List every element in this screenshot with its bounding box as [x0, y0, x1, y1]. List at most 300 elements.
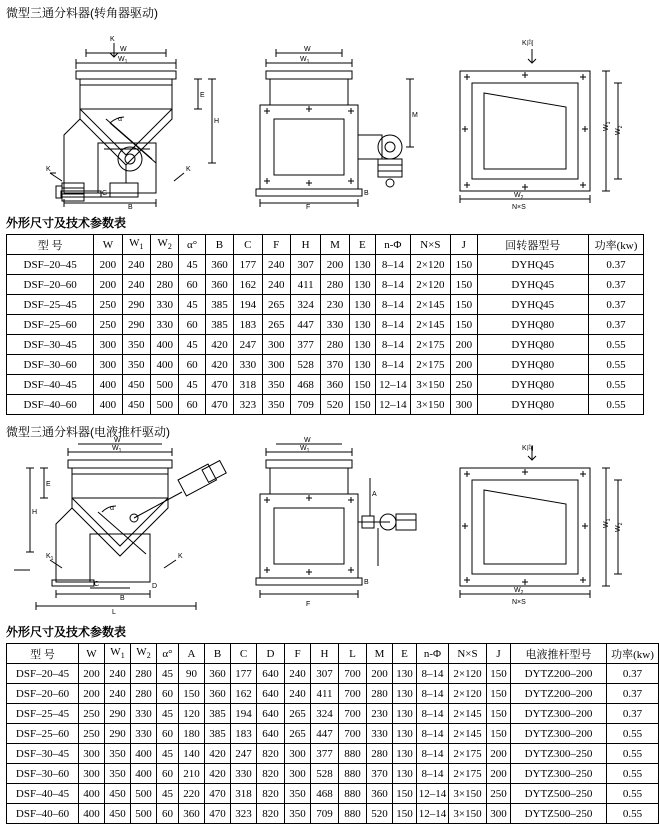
table-cell: 400 — [131, 764, 157, 784]
cell-model: DSF–25–45 — [7, 295, 94, 315]
table-cell: 420 — [205, 355, 233, 375]
drawing-side-view-2 — [238, 437, 428, 627]
table-cell: 0.55 — [607, 784, 659, 804]
table-cell: 130 — [349, 295, 375, 315]
table-cell: DYHQ45 — [477, 295, 589, 315]
table-cell: 350 — [105, 744, 131, 764]
table-cell: 230 — [321, 295, 349, 315]
table-cell: 0.37 — [589, 255, 644, 275]
table-cell: 250 — [487, 784, 511, 804]
th-b: B — [205, 644, 231, 664]
th-model: 型 号 — [7, 644, 79, 664]
table-cell: 2×145 — [449, 704, 487, 724]
table-cell: 177 — [234, 255, 262, 275]
table-cell: 330 — [321, 315, 349, 335]
table-cell: 240 — [262, 255, 290, 275]
table-cell: DYTZ500–250 — [511, 784, 607, 804]
table-cell: 640 — [257, 664, 285, 684]
svg-text:K: K — [178, 553, 183, 560]
svg-text:B: B — [120, 595, 125, 602]
section-1-table-title: 外形尺寸及技术参数表 — [6, 216, 127, 230]
svg-text:A: A — [372, 491, 377, 498]
table-cell: 0.55 — [607, 744, 659, 764]
svg-text:W: W — [120, 46, 127, 53]
svg-text:K1: $K_1$ — [46, 553, 54, 562]
table-cell: 247 — [234, 335, 262, 355]
table-cell: 520 — [321, 395, 349, 415]
table-cell: 0.37 — [589, 315, 644, 335]
table-cell: 120 — [179, 704, 205, 724]
table-cell: 2×120 — [410, 275, 451, 295]
table-cell: 470 — [205, 395, 233, 415]
table-cell: 0.55 — [589, 395, 644, 415]
table-cell: 200 — [487, 764, 511, 784]
table-cell: 330 — [231, 764, 257, 784]
drawing-front-view-1 — [6, 23, 231, 211]
table-cell: 280 — [131, 664, 157, 684]
table-cell: 200 — [94, 275, 122, 295]
table-cell: 290 — [105, 704, 131, 724]
table-cell: 820 — [257, 764, 285, 784]
table-cell: DYHQ45 — [477, 275, 589, 295]
table-cell: 130 — [393, 764, 417, 784]
table-cell: 130 — [349, 335, 375, 355]
table-cell: 8–14 — [417, 724, 449, 744]
cell-model: DSF–30–45 — [7, 744, 79, 764]
table-cell: 0.55 — [589, 375, 644, 395]
table-cell: 300 — [262, 335, 290, 355]
table-cell: 385 — [205, 724, 231, 744]
section-2-title: 微型三通分料器(电液推杆驱动) — [6, 425, 170, 439]
table-cell: 183 — [234, 315, 262, 335]
table-cell: 265 — [262, 295, 290, 315]
table-cell: 330 — [151, 295, 179, 315]
table-cell: 330 — [131, 724, 157, 744]
table-cell: 700 — [339, 664, 367, 684]
table-cell: 400 — [79, 804, 105, 824]
cell-model: DSF–20–60 — [7, 275, 94, 295]
table-cell: 470 — [205, 375, 233, 395]
table-cell: 12–14 — [376, 395, 410, 415]
table-cell: 60 — [157, 684, 179, 704]
table-cell: 280 — [151, 255, 179, 275]
table-cell: 180 — [179, 724, 205, 744]
table-cell: 150 — [487, 684, 511, 704]
svg-text:H: H — [214, 118, 220, 125]
table-row — [7, 295, 644, 315]
table-cell: 240 — [122, 275, 150, 295]
table-cell: DYHQ80 — [477, 315, 589, 335]
table-cell: 8–14 — [417, 684, 449, 704]
table-cell: 360 — [367, 784, 393, 804]
table-cell: 90 — [179, 664, 205, 684]
table-row — [7, 335, 644, 355]
svg-text:W2: $W_2$ — [514, 192, 524, 201]
table-cell: 377 — [311, 744, 339, 764]
svg-text:C: C — [102, 190, 108, 197]
section-1-drawings — [6, 23, 644, 211]
table-cell: 350 — [262, 395, 290, 415]
table-cell: 250 — [79, 704, 105, 724]
table-cell: 400 — [94, 375, 122, 395]
th-d: D — [257, 644, 285, 664]
table-cell: 265 — [262, 315, 290, 335]
table-cell: 370 — [321, 355, 349, 375]
table-cell: 400 — [131, 744, 157, 764]
th-m: M — [367, 644, 393, 664]
table-cell: 0.37 — [607, 704, 659, 724]
table-cell: 330 — [367, 724, 393, 744]
th-w: W — [79, 644, 105, 664]
table-cell: 162 — [231, 684, 257, 704]
table-cell: 2×175 — [410, 355, 451, 375]
th-drive-model: 回转器型号 — [477, 235, 589, 255]
table-cell: 880 — [339, 744, 367, 764]
table-cell: 250 — [94, 295, 122, 315]
th-n-phi: n-Φ — [376, 235, 410, 255]
table-cell: 150 — [451, 275, 477, 295]
svg-text:W2: $W_2$ — [615, 522, 624, 532]
table-cell: 360 — [205, 255, 233, 275]
table-cell: 420 — [205, 764, 231, 784]
table-cell: 350 — [105, 764, 131, 784]
table-cell: 200 — [79, 684, 105, 704]
table-cell: 12–14 — [376, 375, 410, 395]
svg-text:E: E — [46, 481, 51, 488]
table-cell: 45 — [179, 335, 205, 355]
table-cell: 500 — [131, 784, 157, 804]
table-cell: 2×145 — [410, 315, 451, 335]
svg-text:W1: $W_1$ — [300, 445, 310, 454]
table-cell: 307 — [311, 664, 339, 684]
table-cell: 528 — [290, 355, 320, 375]
svg-text:W: W — [304, 46, 311, 53]
svg-text:W2: $W_2$ — [615, 125, 624, 135]
table-cell: 8–14 — [417, 764, 449, 784]
table-row — [7, 744, 659, 764]
table-cell: 0.55 — [589, 355, 644, 375]
cell-model: DSF–40–60 — [7, 804, 79, 824]
svg-text:C: C — [94, 581, 100, 588]
table-cell: DYTZ300–200 — [511, 724, 607, 744]
table-header-row — [7, 644, 659, 664]
svg-text:B: B — [364, 579, 369, 586]
svg-text:K: K — [186, 166, 191, 173]
table-cell: 8–14 — [376, 295, 410, 315]
table-cell: 520 — [367, 804, 393, 824]
table-cell: 300 — [79, 764, 105, 784]
cell-model: DSF–30–60 — [7, 764, 79, 784]
table-cell: 400 — [151, 335, 179, 355]
table-cell: 60 — [179, 315, 205, 335]
table-cell: 247 — [231, 744, 257, 764]
table-cell: 45 — [157, 704, 179, 724]
table-cell: 820 — [257, 744, 285, 764]
table-cell: 350 — [262, 375, 290, 395]
table-cell: DYHQ80 — [477, 335, 589, 355]
table-cell: 150 — [451, 255, 477, 275]
th-m: M — [321, 235, 349, 255]
th-e: E — [393, 644, 417, 664]
table-cell: 130 — [393, 704, 417, 724]
svg-text:K向: K向 — [522, 40, 534, 47]
table-cell: 194 — [234, 295, 262, 315]
table-cell: 700 — [339, 684, 367, 704]
th-model: 型 号 — [7, 235, 94, 255]
table-cell: 880 — [339, 784, 367, 804]
table-cell: 150 — [349, 375, 375, 395]
table-cell: 0.55 — [607, 804, 659, 824]
table-cell: 385 — [205, 315, 233, 335]
table-cell: 450 — [122, 395, 150, 415]
table-cell: 150 — [487, 664, 511, 684]
table-cell: 500 — [131, 804, 157, 824]
table-cell: 700 — [339, 704, 367, 724]
table-cell: 177 — [231, 664, 257, 684]
table-cell: 324 — [311, 704, 339, 724]
table-cell: 45 — [157, 664, 179, 684]
table-cell: 45 — [179, 375, 205, 395]
table-cell: 60 — [157, 804, 179, 824]
table-row — [7, 275, 644, 295]
table-cell: 3×150 — [449, 804, 487, 824]
table-cell: 400 — [151, 355, 179, 375]
svg-text:F: F — [306, 204, 311, 211]
table-cell: DYTZ500–250 — [511, 804, 607, 824]
table-cell: 140 — [179, 744, 205, 764]
svg-text:W2: $W_2$ — [514, 587, 524, 596]
table-cell: 8–14 — [417, 664, 449, 684]
table-cell: 300 — [262, 355, 290, 375]
table-cell: 280 — [151, 275, 179, 295]
th-b: B — [205, 235, 233, 255]
table-cell: DYTZ300–250 — [511, 744, 607, 764]
th-e: E — [349, 235, 375, 255]
th-h: H — [290, 235, 320, 255]
svg-text:D: D — [152, 583, 158, 590]
th-j: J — [451, 235, 477, 255]
table-cell: 150 — [487, 724, 511, 744]
table-cell: 2×120 — [410, 255, 451, 275]
table-cell: 323 — [234, 395, 262, 415]
cell-model: DSF–25–60 — [7, 315, 94, 335]
table-cell: DYHQ45 — [477, 255, 589, 275]
cell-model: DSF–30–60 — [7, 355, 94, 375]
table-cell: 318 — [231, 784, 257, 804]
svg-text:F: F — [306, 601, 311, 608]
table-cell: 700 — [339, 724, 367, 744]
table-row — [7, 764, 659, 784]
table-row — [7, 664, 659, 684]
table-cell: 280 — [367, 744, 393, 764]
table-cell: 400 — [94, 395, 122, 415]
table-row — [7, 255, 644, 275]
table-cell: 3×150 — [449, 784, 487, 804]
svg-text:H: H — [32, 509, 38, 516]
table-cell: 500 — [151, 395, 179, 415]
table-cell: DYHQ80 — [477, 395, 589, 415]
table-cell: 265 — [285, 724, 311, 744]
table-cell: 450 — [105, 804, 131, 824]
table-cell: 12–14 — [417, 784, 449, 804]
th-n-phi: n-Φ — [417, 644, 449, 664]
table-cell: 45 — [157, 744, 179, 764]
table-cell: 300 — [79, 744, 105, 764]
th-f: F — [262, 235, 290, 255]
table-cell: 370 — [367, 764, 393, 784]
table-cell: DYTZ200–200 — [511, 684, 607, 704]
th-alpha: α° — [157, 644, 179, 664]
table-cell: 200 — [321, 255, 349, 275]
th-a: A — [179, 644, 205, 664]
table-cell: 230 — [367, 704, 393, 724]
table-cell: 280 — [321, 275, 349, 295]
table-cell: 500 — [151, 375, 179, 395]
svg-text:K: K — [110, 36, 115, 43]
svg-text:W: W — [114, 437, 121, 444]
table-cell: 385 — [205, 295, 233, 315]
table-cell: 130 — [349, 275, 375, 295]
svg-text:W1: $W_1$ — [300, 56, 310, 65]
table-cell: 265 — [285, 704, 311, 724]
table-cell: 300 — [94, 335, 122, 355]
table-cell: 330 — [131, 704, 157, 724]
table-cell: 447 — [290, 315, 320, 335]
th-c: C — [231, 644, 257, 664]
table-row — [7, 804, 659, 824]
table-cell: 350 — [122, 355, 150, 375]
th-alpha: α° — [179, 235, 205, 255]
table-row — [7, 375, 644, 395]
svg-text:W: W — [304, 437, 311, 444]
table-cell: 318 — [234, 375, 262, 395]
table-cell: 240 — [262, 275, 290, 295]
table-cell: 200 — [94, 255, 122, 275]
table-cell: 0.37 — [607, 664, 659, 684]
table-cell: 2×120 — [449, 664, 487, 684]
table-cell: 200 — [451, 355, 477, 375]
svg-text:K: K — [46, 166, 51, 173]
table-cell: 290 — [105, 724, 131, 744]
table-cell: 450 — [122, 375, 150, 395]
cell-model: DSF–40–45 — [7, 375, 94, 395]
table-cell: 8–14 — [376, 315, 410, 335]
svg-text:M: M — [412, 112, 418, 119]
table-cell: DYTZ300–250 — [511, 764, 607, 784]
table-cell: 709 — [311, 804, 339, 824]
table-cell: 280 — [367, 684, 393, 704]
table-cell: 150 — [179, 684, 205, 704]
table-cell: 377 — [290, 335, 320, 355]
th-f: F — [285, 644, 311, 664]
th-drive-model: 电液推杆型号 — [511, 644, 607, 664]
drawing-top-view-2 — [436, 442, 641, 627]
cell-model: DSF–30–45 — [7, 335, 94, 355]
table-cell: 3×150 — [410, 375, 451, 395]
table-cell: 640 — [257, 704, 285, 724]
document-page — [0, 4, 654, 832]
table-cell: 411 — [290, 275, 320, 295]
table-cell: 8–14 — [376, 335, 410, 355]
table-cell: 280 — [321, 335, 349, 355]
table-cell: 150 — [451, 315, 477, 335]
table-cell: 280 — [131, 684, 157, 704]
table-cell: DYHQ80 — [477, 355, 589, 375]
table-cell: 2×175 — [449, 764, 487, 784]
th-w: W — [94, 235, 122, 255]
cell-model: DSF–20–45 — [7, 664, 79, 684]
table-cell: 709 — [290, 395, 320, 415]
table-cell: 880 — [339, 764, 367, 784]
table-cell: 360 — [179, 804, 205, 824]
table-cell: 640 — [257, 724, 285, 744]
table-row — [7, 784, 659, 804]
table-row — [7, 724, 659, 744]
table-cell: 0.55 — [607, 724, 659, 744]
table-cell: 324 — [290, 295, 320, 315]
table-cell: 162 — [234, 275, 262, 295]
table-cell: 640 — [257, 684, 285, 704]
table-cell: 450 — [105, 784, 131, 804]
table-cell: 130 — [349, 255, 375, 275]
svg-text:E: E — [200, 92, 205, 99]
table-cell: 240 — [285, 684, 311, 704]
table-cell: 2×120 — [449, 684, 487, 704]
table-cell: 250 — [451, 375, 477, 395]
table-cell: 2×175 — [410, 335, 451, 355]
table-cell: 210 — [179, 764, 205, 784]
table-cell: 330 — [234, 355, 262, 375]
table-cell: 240 — [122, 255, 150, 275]
table-cell: 468 — [311, 784, 339, 804]
table-cell: 0.55 — [589, 335, 644, 355]
table-cell: 2×175 — [449, 744, 487, 764]
th-w1: $W_1$ — [122, 235, 150, 255]
drawing-top-view-1 — [436, 23, 641, 211]
table-cell: 8–14 — [417, 744, 449, 764]
table-cell: 240 — [105, 684, 131, 704]
table-cell: 820 — [257, 804, 285, 824]
table-cell: 8–14 — [417, 704, 449, 724]
table-cell: 200 — [451, 335, 477, 355]
table-cell: 60 — [157, 724, 179, 744]
th-l: L — [339, 644, 367, 664]
table-cell: DYTZ300–200 — [511, 704, 607, 724]
table-cell: 60 — [179, 355, 205, 375]
table-cell: 470 — [205, 784, 231, 804]
table-cell: 8–14 — [376, 355, 410, 375]
table-cell: 250 — [79, 724, 105, 744]
table-cell: 200 — [487, 744, 511, 764]
table-cell: 360 — [205, 275, 233, 295]
table-cell: 130 — [393, 684, 417, 704]
svg-text:α: α — [118, 116, 123, 123]
table-cell: 300 — [285, 764, 311, 784]
svg-text:W1: $W_1$ — [603, 121, 612, 131]
table-cell: 0.37 — [607, 684, 659, 704]
table-cell: 150 — [349, 395, 375, 415]
cell-model: DSF–25–45 — [7, 704, 79, 724]
th-w2: $W_2$ — [131, 644, 157, 664]
svg-text:N×S: N×S — [512, 599, 526, 606]
table-cell: 183 — [231, 724, 257, 744]
table-cell: 360 — [205, 684, 231, 704]
svg-text:W1: $W_1$ — [118, 56, 128, 65]
table-cell: 820 — [257, 784, 285, 804]
table-cell: 150 — [487, 704, 511, 724]
table-cell: 420 — [205, 335, 233, 355]
table-cell: DYTZ200–200 — [511, 664, 607, 684]
